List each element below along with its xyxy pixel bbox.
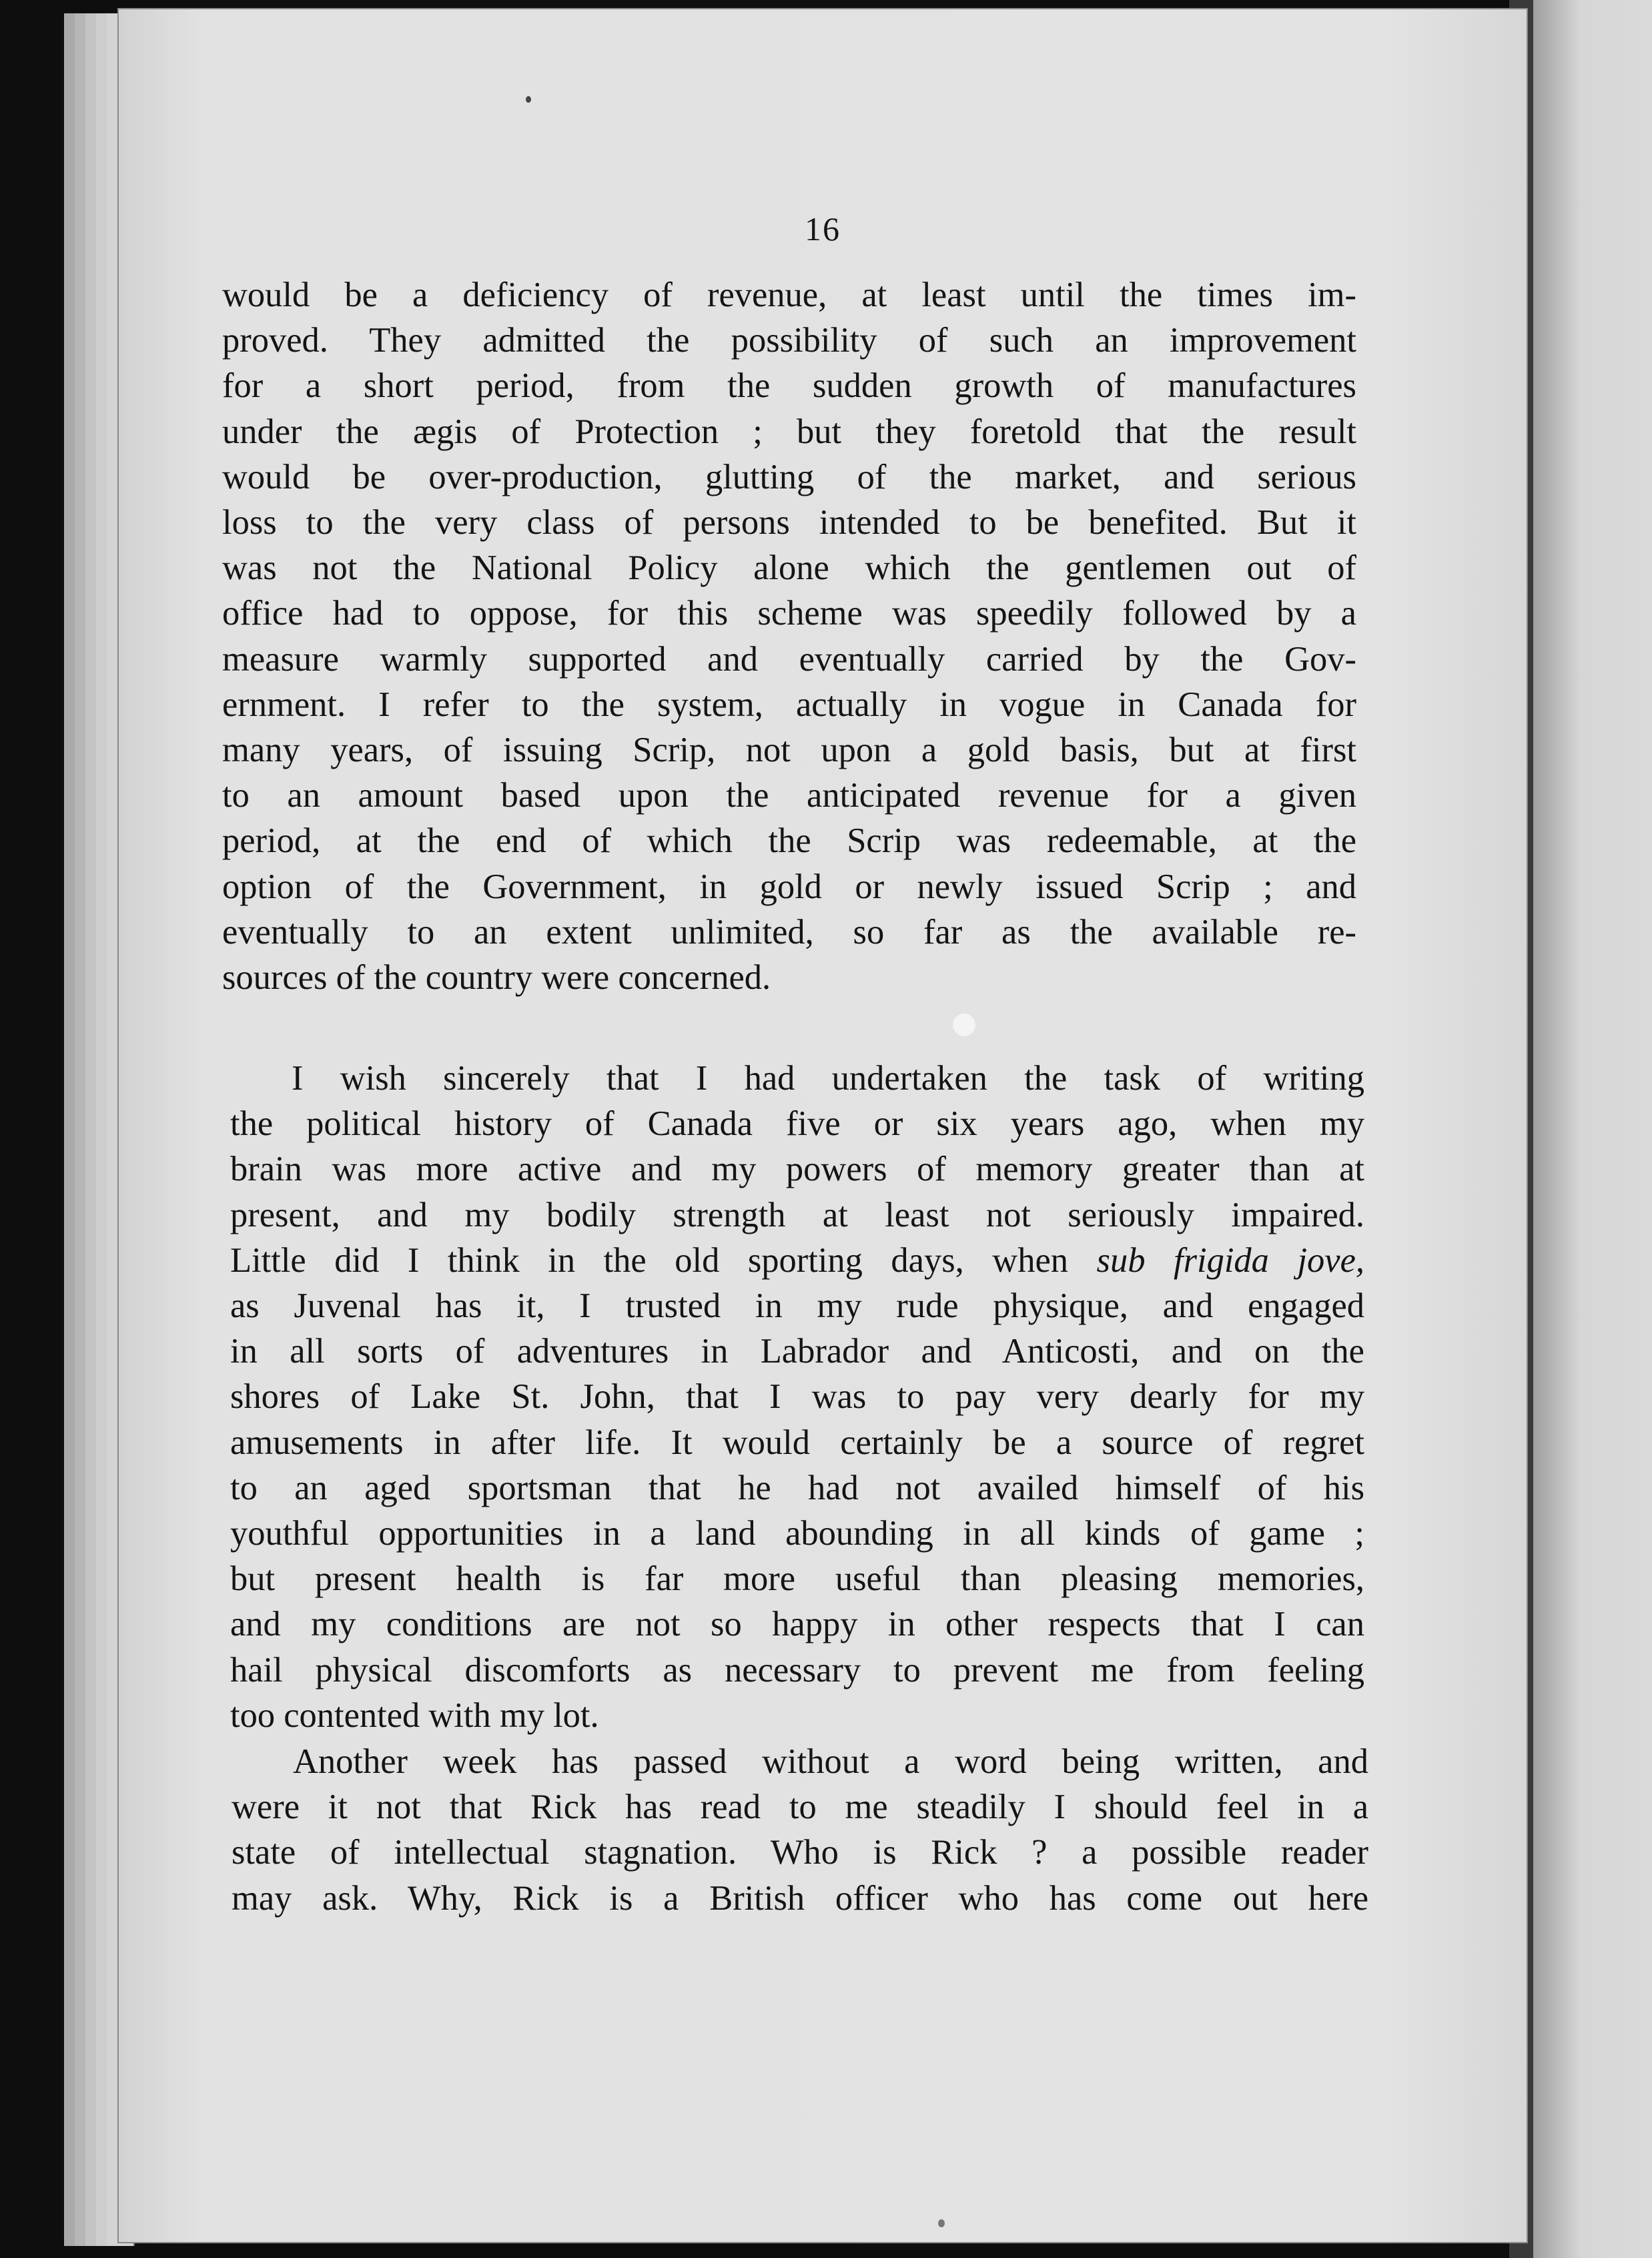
text-line: option of the Government, in gold or newly issued Scrip ; and bbox=[222, 867, 1356, 906]
paragraph bbox=[230, 1056, 1364, 1738]
text-line: measure warmly supported and eventually carried by the Gov- bbox=[222, 639, 1356, 679]
text-line: would be a deficiency of revenue, at least until the times im- bbox=[222, 276, 1356, 314]
text-line: under the ægis of Protection ; but they foretold that the result bbox=[222, 412, 1356, 451]
scan-speck bbox=[953, 1014, 975, 1036]
latin-phrase: sub frigida jove, bbox=[1096, 1240, 1365, 1280]
text-line: was not the National Policy alone which the gentlemen out of bbox=[222, 548, 1356, 588]
text-line: state of intellectual stagnation. Who is Rick ? a possible reader bbox=[232, 1833, 1368, 1872]
text-line: as Juvenal has it, I trusted in my rude physique, and engaged bbox=[230, 1286, 1364, 1326]
text-line: youthful opportunities in a land abounding in all kinds of game ; bbox=[230, 1514, 1364, 1553]
scan-speck bbox=[938, 2219, 945, 2227]
text-line: amusements in after life. It would certainly be a source of regret bbox=[230, 1423, 1364, 1462]
text-line: too contented with my lot. bbox=[230, 1696, 599, 1735]
text-line: the political history of Canada five or six years ago, when my bbox=[230, 1104, 1364, 1144]
text-line: were it not that Rick has read to me steadily I should feel in a bbox=[232, 1788, 1368, 1827]
text-line: eventually to an extent unlimited, so far as the available re- bbox=[222, 912, 1356, 952]
text-line-with-italic bbox=[230, 1238, 1364, 1283]
scan-speck bbox=[526, 96, 531, 103]
text-line: proved. They admitted the possibility of such an improvement bbox=[222, 321, 1356, 360]
text-segment: Little did I think in the old sporting days, when bbox=[230, 1240, 1097, 1280]
text-line: and my conditions are not so happy in other respects that I can bbox=[230, 1605, 1364, 1644]
text-line: many years, of issuing Scrip, not upon a gold basis, but at first bbox=[222, 731, 1356, 770]
text-line: period, at the end of which the Scrip was redeemable, at the bbox=[222, 821, 1356, 861]
text-line: ernment. I refer to the system, actually in vogue in Canada for bbox=[222, 685, 1356, 724]
text-line: brain was more active and my powers of memory greater than at bbox=[230, 1150, 1364, 1189]
text-line: to an aged sportsman that he had not availed himself of his bbox=[230, 1468, 1364, 1507]
text-line: to an amount based upon the anticipated revenue for a given bbox=[222, 776, 1356, 815]
paragraph bbox=[232, 1739, 1368, 1921]
text-line: loss to the very class of persons intended to be benefited. But it bbox=[222, 503, 1356, 542]
paragraph bbox=[222, 272, 1356, 1000]
text-line: for a short period, from the sudden growth of manufactures bbox=[222, 366, 1356, 406]
text-line: but present health is far more useful than pleasing memories, bbox=[230, 1559, 1364, 1599]
text-line: I wish sincerely that I had undertaken the task of writing bbox=[292, 1059, 1364, 1098]
page-number: 16 bbox=[805, 210, 841, 248]
text-line: sources of the country were concerned. bbox=[222, 958, 771, 998]
text-line: Another week has passed without a word being written, and bbox=[293, 1742, 1368, 1781]
text-line: hail physical discomforts as necessary to prevent me from feeling bbox=[230, 1650, 1364, 1689]
text-line: may ask. Why, Rick is a British officer who has come out here bbox=[232, 1878, 1368, 1918]
text-line: in all sorts of adventures in Labrador and Anticosti, and on the bbox=[230, 1332, 1364, 1371]
text-line: shores of Lake St. John, that I was to pay very dearly for my bbox=[230, 1377, 1364, 1417]
adjacent-page bbox=[1533, 0, 1652, 2258]
text-line: would be over-production, glutting of the market, and serious bbox=[222, 457, 1356, 496]
text-line: office had to oppose, for this scheme was speedily followed by a bbox=[222, 594, 1356, 633]
text-line: present, and my bodily strength at least not seriously impaired. bbox=[230, 1195, 1364, 1234]
